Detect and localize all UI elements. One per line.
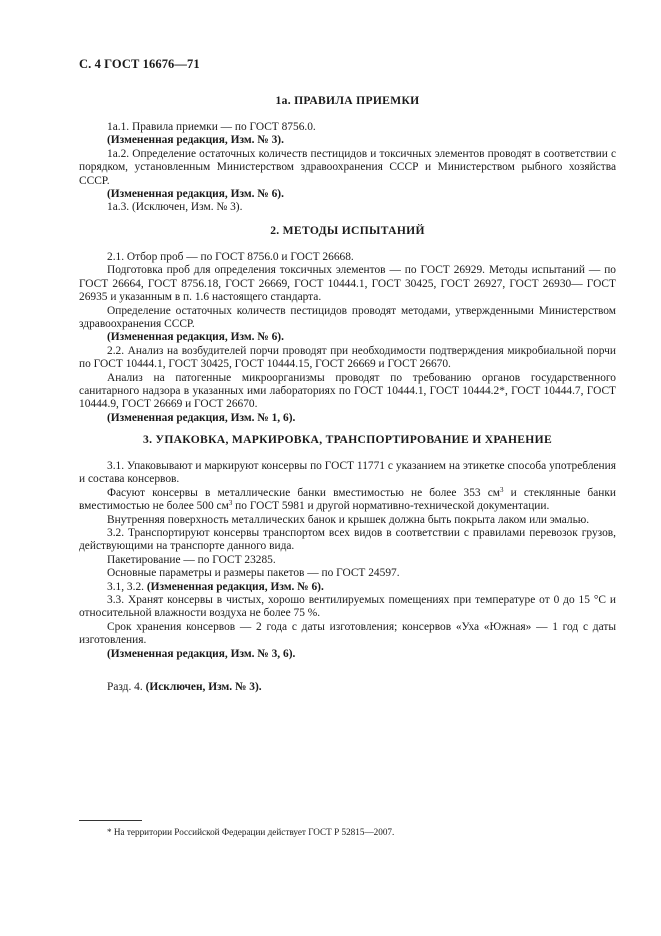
paragraph: 3.3. Хранят консервы в чистых, хорошо вентилируемых помещениях при температуре от 0 до 15 °С и относительной влажности воздуха не более 75 %. — [79, 594, 616, 620]
paragraph: Определение остаточных количеств пестицидов проводят методами, утвержденными Министерством здравоохранения СССР. — [79, 304, 616, 331]
section-3 — [79, 433, 616, 446]
section-3-body — [79, 460, 616, 661]
paragraph — [79, 487, 616, 514]
section-1a-title: 1а. ПРАВИЛА ПРИЕМКИ — [275, 94, 420, 107]
section-2 — [79, 224, 616, 237]
paragraph: Подготовка проб для определения токсичных элементов — по ГОСТ 26929. Методы испытаний — по ГОСТ 26664, ГОСТ 8756.18, ГОСТ 26669, ГОСТ 10444.1, ГОСТ 30425, ГОСТ 26927, ГОСТ 26930— ГОСТ 26935 и указанным в п. 1.6 настоящего стандарта. — [79, 264, 616, 304]
paragraph: 1а.3. (Исключен, Изм. № 3). — [107, 201, 243, 214]
section-2-title: 2. МЕТОДЫ ИСПЫТАНИЙ — [270, 224, 425, 237]
page-header: С. 4 ГОСТ 16676—71 — [79, 57, 200, 71]
amendment-note: (Измененная редакция, Изм. № 6). — [107, 188, 284, 201]
paragraph: Пакетирование — по ГОСТ 23285. — [107, 553, 276, 566]
paragraph: Внутренняя поверхность металлических банок и крышек должна быть покрыта лаком или эмалью. — [107, 513, 590, 526]
paragraph — [79, 372, 616, 412]
paragraph — [79, 581, 616, 594]
text-run: , ГОСТ 10444.7, ГОСТ 10444.9, ГОСТ 26669 и ГОСТ 26670. — [79, 385, 617, 411]
amendment-note: (Измененная редакция, Изм. № 3, 6). — [107, 647, 296, 660]
section-1a — [79, 94, 616, 107]
section-2-body — [79, 251, 616, 425]
amendment-note: (Измененная редакция, Изм. № 3). — [107, 134, 284, 147]
section-3-title: 3. УПАКОВКА, МАРКИРОВКА, ТРАНСПОРТИРОВАНИЕ И ХРАНЕНИЕ — [143, 433, 552, 446]
paragraph: 1а.2. Определение остаточных количеств пестицидов и токсичных элементов проводят в соответствии с порядком, установленным Министерством здравоохранения СССР и Министерством рыбного хозяйства СССР. — [79, 147, 616, 187]
text-run: по ГОСТ 5981 и другой нормативно-технической документации. — [232, 500, 550, 513]
amendment-note: (Исключен, Изм. № 3). — [145, 681, 262, 693]
footnote: * На территории Российской Федерации действует ГОСТ Р 52815—2007. — [107, 827, 395, 837]
paragraph — [79, 681, 616, 694]
paragraph: Срок хранения консервов — 2 года с даты изготовления; консервов «Уха «Южная» — 1 год с даты изготовления. — [79, 620, 616, 647]
section-1a-body — [79, 121, 616, 215]
amendment-note: (Измененная редакция, Изм. № 1, 6). — [107, 411, 296, 424]
amendment-note: (Измененная редакция, Изм. № 6). — [107, 331, 284, 344]
text-run: и стеклянные банки вместимостью не более 500 см — [79, 486, 616, 513]
text-run: 3.1, 3.2. — [107, 580, 147, 593]
footnote-divider — [79, 820, 142, 821]
paragraph: 2.1. Отбор проб — по ГОСТ 8756.0 и ГОСТ 26668. — [107, 251, 354, 263]
superscript: 3 — [228, 499, 233, 508]
footnote-mark: * — [499, 385, 505, 398]
superscript: 3 — [500, 485, 504, 494]
section-4 — [79, 681, 616, 694]
paragraph: 1а.1. Правила приемки — по ГОСТ 8756.0. — [107, 121, 316, 133]
text-run: Разд. 4. — [107, 681, 146, 693]
paragraph: Основные параметры и размеры пакетов — по ГОСТ 24597. — [107, 567, 400, 580]
amendment-note: (Измененная редакция, Изм. № 6). — [146, 580, 324, 593]
paragraph: 3.2. Транспортируют консервы транспортом всех видов в соответствии с правилами перевозок грузов, действующими на транспорте данного вида. — [79, 527, 616, 553]
paragraph: 2.2. Анализ на возбудителей порчи проводят при необходимости подтверждения микробиальной порчи по ГОСТ 10444.1, ГОСТ 30425, ГОСТ 10444.15, ГОСТ 26669 и ГОСТ 26670. — [79, 344, 616, 371]
text-run: Фасуют консервы в металлические банки вместимостью не более 353 см — [107, 486, 500, 499]
text-run: Анализ на патогенные микроорганизмы проводят по требованию органов государственного санитарного надзора в указанных ими лабораториях по ГОСТ 10444.1, ГОСТ 10444.2 — [79, 371, 616, 398]
paragraph: 3.1. Упаковывают и маркируют консервы по ГОСТ 11771 с указанием на этикетке способа употребления и состава консервов. — [79, 460, 616, 486]
